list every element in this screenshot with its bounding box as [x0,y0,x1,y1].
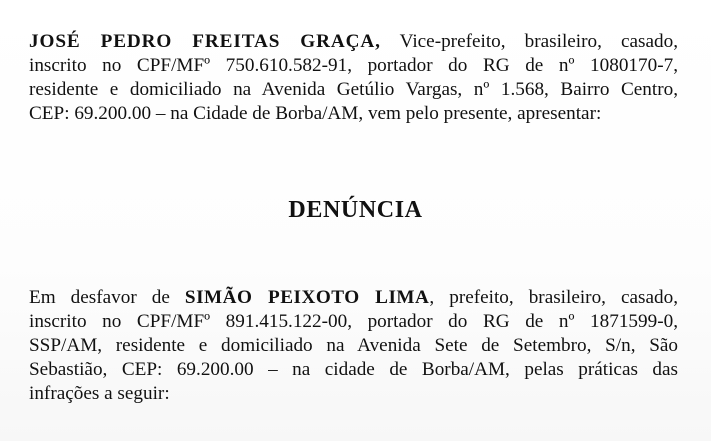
accused-line-3: SSP/AM, residente e domiciliado na Avenida Sete de Setembro, S/n, São [29,335,678,356]
declarant-line-2: inscrito no CPF/MFº 750.610.582-91, portador do RG de nº 1080170-7, [29,55,678,76]
declarant-line-3: residente e domiciliado na Avenida Getúlio Vargas, nº 1.568, Bairro Centro, [29,79,678,100]
accused-line-1 [29,286,678,310]
accused-prefix: Em desfavor de [29,287,170,308]
document-heading: DENÚNCIA [288,197,423,223]
declarant-line-1-rest: Vice-prefeito, brasileiro, casado, [399,31,679,52]
accused-name: SIMÃO PEIXOTO LIMA [184,287,430,308]
accused-line-4: Sebastião, CEP: 69.200.00 – na cidade de Borba/AM, pelas práticas das [29,359,678,380]
accused-line-5: infrações a seguir: [29,383,170,404]
accused-paragraph [29,286,678,406]
declarant-line-1 [29,30,678,54]
declarant-paragraph [29,30,678,126]
accused-line-2: inscrito no CPF/MFº 891.415.122-00, portador do RG de nº 1871599-0, [29,311,678,332]
declarant-name: JOSÉ PEDRO FREITAS GRAÇA, [29,31,381,52]
declarant-line-4: CEP: 69.200.00 – na Cidade de Borba/AM, vem pelo presente, apresentar: [29,103,602,124]
accused-line-1-rest: , prefeito, brasileiro, casado, [429,287,678,308]
